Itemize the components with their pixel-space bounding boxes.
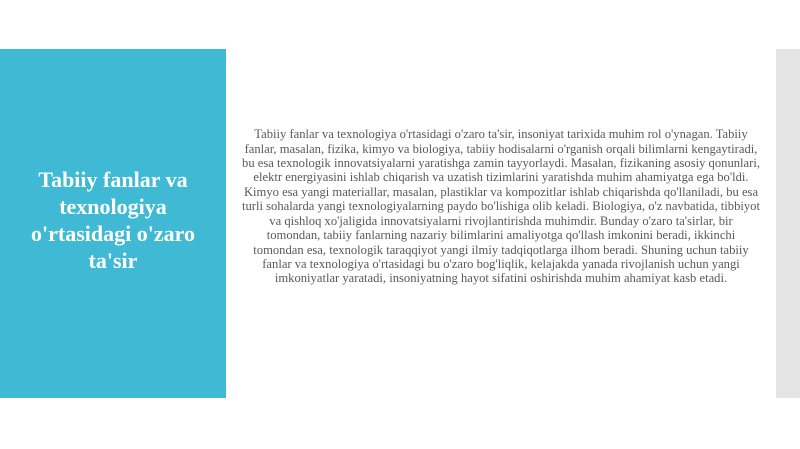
slide-body-text: Tabiiy fanlar va texnologiya o'rtasidagi o'zaro ta'sir, insoniyat tarixida muhim rol o'ynagan. Tabiiy fanlar, masalan, fizika, kimyo va biologiya, tabiiy hodisalarni o'rganish orqali bilimlarni kengaytiradi, bu esa texnologik innovatsiyalarni yaratishga zamin tayyorlaydi. Masalan, fizikaning asosiy qonunlari, elektr energiyasini ishlab chiqarish va uzatish tizimlarini yaratishda muhim ahamiyatga ega bo'ldi. Kimyo esa yangi materiallar, masalan, plastiklar va kompozitlar ishlab chiqarishda qo'llaniladi, bu esa turli sohalarda yangi texnologiyalarning paydo bo'lishiga olib keladi. Biologiya, o'z navbatida, tibbiyot va qishloq xo'jaligida innovatsiyalarni rivojlantirishda muhimdir. Bunday o'zaro ta'sirlar, bir tomondan, tabiiy fanlarning nazariy bilimlarini amaliyotga qo'llash imkonini beradi, ikkinchi tomondan esa, texnologik taraqqiyot yangi ilmiy tadqiqotlarga ilhom beradi. Shuning uchun tabiiy fanlar va texnologiya o'rtasidagi bu o'zaro bog'liqlik, kelajakda yanada rivojlanish uchun yangi imkoniyatlar yaratadi, insoniyatning hayot sifatini oshirishda muhim ahamiyat kasb etadi.	[242, 127, 760, 286]
title-panel	[0, 49, 226, 398]
adjacent-slide-edge	[776, 49, 800, 398]
slide-title: Tabiiy fanlar va texnologiya o'rtasidagi o'zaro ta'sir	[31, 166, 195, 273]
body-panel	[226, 49, 776, 398]
slide	[0, 49, 776, 398]
